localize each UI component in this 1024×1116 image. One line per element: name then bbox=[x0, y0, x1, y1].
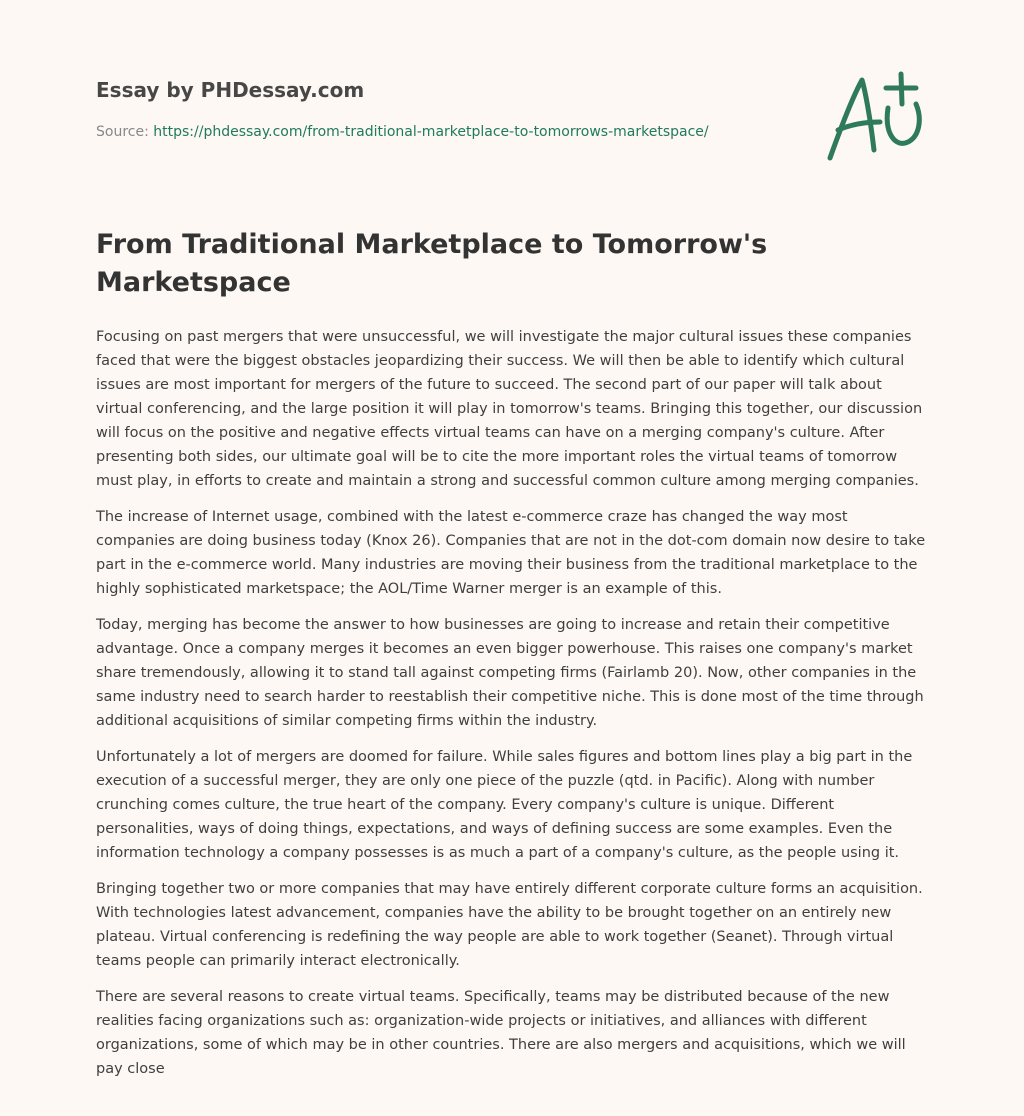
essay-header bbox=[96, 76, 816, 142]
essay-body bbox=[96, 325, 930, 1093]
essay-title: From Traditional Marketplace to Tomorrow's Marketspace bbox=[96, 229, 768, 298]
essay-paragraph: There are several reasons to create virtual teams. Specifically, teams may be distributed because of the new realities facing organizations such as: organization-wide projects or initiatives, and alliances with different organizations, some of which may be in other countries. There are also mergers and acquisitions, which we will pay close bbox=[96, 989, 906, 1077]
essay-paragraph: Today, merging has become the answer to how businesses are going to increase and retain their competitive advantage. Once a company merges it becomes an even bigger powerhouse. This raises one company's market share tremendously, allowing it to stand tall against competing firms (Fairlamb 20). Now, other companies in the same industry need to search harder to reestablish their competitive niche. This is done most of the time through additional acquisitions of similar competing firms within the industry. bbox=[96, 617, 924, 729]
essay-paragraph: Bringing together two or more companies that may have entirely different corporate culture forms an acquisition. With technologies latest advancement, companies have the ability to be brought together on an entirely new plateau. Virtual conferencing is redefining the way people are able to work together (Seanet). Through virtual teams people can primarily interact electronically. bbox=[96, 881, 923, 969]
a-plus-grade-icon bbox=[818, 64, 928, 168]
essay-paragraph: The increase of Internet usage, combined with the latest e-commerce craze has changed the way most companies are doing business today (Knox 26). Companies that are not in the dot-com domain now desire to take part in the e-commerce world. Many industries are moving their business from the traditional marketplace to the highly sophisticated marketspace; the AOL/Time Warner merger is an example of this. bbox=[96, 509, 926, 597]
brand-title: Essay by PHDessay.com bbox=[96, 78, 365, 102]
source-label: Source: bbox=[96, 124, 154, 140]
source-line bbox=[96, 122, 816, 142]
essay-paragraph: Focusing on past mergers that were unsuccessful, we will investigate the major cultural issues these companies faced that were the biggest obstacles jeopardizing their success. We will then be able to identify which cultural issues are most important for mergers of the future to succeed. The second part of our paper will talk about virtual conferencing, and the large position it will play in tomorrow's teams. Bringing this together, our discussion will focus on the positive and negative effects virtual teams can have on a merging company's culture. After presenting both sides, our ultimate goal will be to cite the more important roles the virtual teams of tomorrow must play, in efforts to create and maintain a strong and successful common culture among merging companies. bbox=[96, 329, 923, 489]
source-link[interactable]: https://phdessay.com/from-traditional-marketplace-to-tomorrows-marketspace/ bbox=[153, 124, 709, 140]
essay-paragraph: Unfortunately a lot of mergers are doomed for failure. While sales figures and bottom lines play a big part in the execution of a successful merger, they are only one piece of the puzzle (qtd. in Pacific). Along with number crunching comes culture, the true heart of the company. Every company's culture is unique. Different personalities, ways of doing things, expectations, and ways of defining success are some examples. Even the information technology a company possesses is as much a part of a company's culture, as the people using it. bbox=[96, 749, 913, 861]
